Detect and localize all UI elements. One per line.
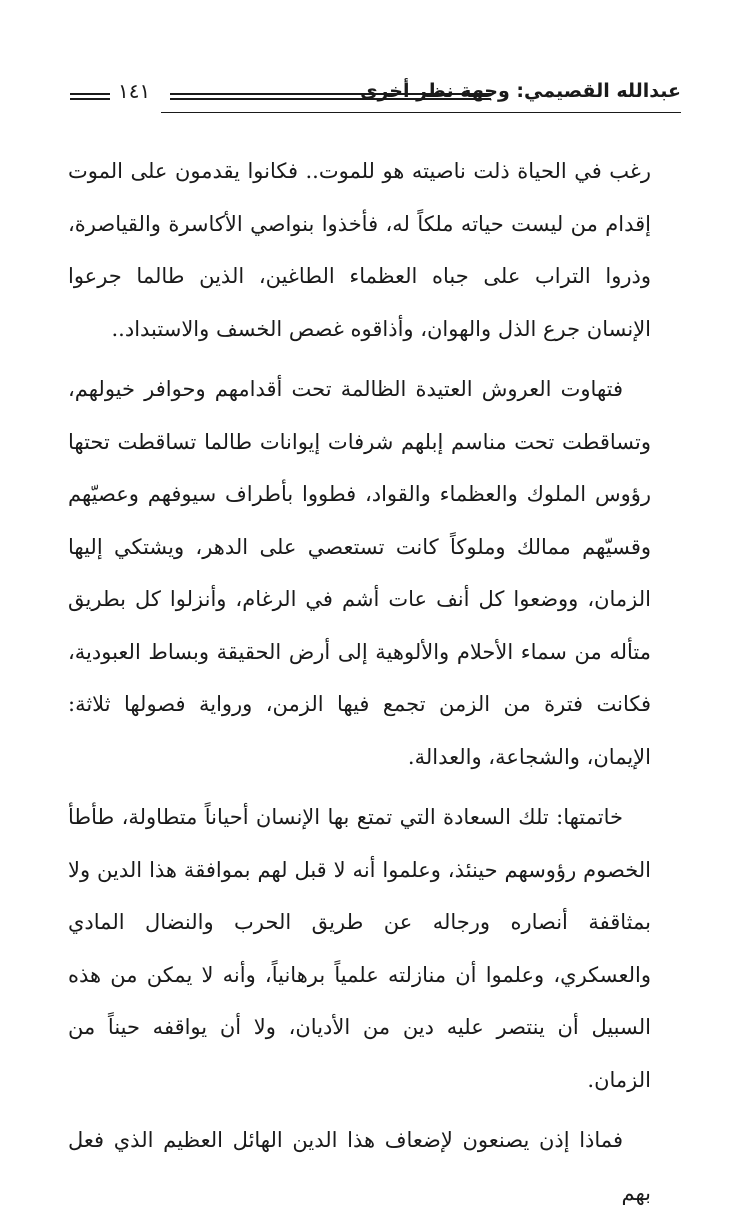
book-title: عبدالله القصيمي: وجهة نظر أخرى (360, 80, 681, 102)
paragraph-2: فتهاوت العروش العتيدة الظالمة تحت أقدامهم وحوافر خيولهم، وتساقطت تحت مناسم إبلهم شرفات إيوانات طالما تساقطت تحتها رؤوس الملوك والعظماء والقواد، فطووا بأطراف سيوفهم وعصيّهم وقسيّهم ممالك وملوكاً كانت تستعصي على الدهر، ويشتكي إليها الزمان، ووضعوا كل أنف عات أشم في الرغام، وأنزلوا كل بطريق متأله من سماء الأحلام والألوهية إلى أرض الحقيقة وبساط العبودية، فكانت فترة من الزمن تجمع فيها الزمن، ورواية فصولها ثلاثة: الإيمان، والشجاعة، والعدالة. (68, 377, 651, 769)
paragraph-3: خاتمتها: تلك السعادة التي تمتع بها الإنسان أحياناً متطاولة، طأطأ الخصوم رؤوسهم حينئذ، وعلموا أنه لا قبل لهم بموافقة هذا الدين ولا بمثاقفة أنصاره ورجاله عن طريق الحرب والنضال المادي والعسكري، وعلموا أن منازلته علمياً برهانياً، وأنه لا يمكن من هذه السبيل أن ينتصر عليه دين من الأديان، ولا أن يواقفه حيناً من الزمان. (68, 805, 651, 1092)
page-number: ١٤١ (118, 79, 151, 103)
paragraph-4: فماذا إذن يصنعون لإضعاف هذا الدين الهائل العظيم الذي فعل بهم (68, 1128, 651, 1205)
header-rule-short (70, 93, 110, 100)
paragraph-1: رغب في الحياة ذلت ناصيته هو للموت.. فكانوا يقدمون على الموت إقدام من ليست حياته ملكاً له، فأخذوا بنواصي الأكاسرة والقياصرة، وذروا التراب على جباه العظماء الطاغين، الذين طالما جرعوا الإنسان جرع الذل والهوان، وأذاقوه غصص الخسف والاستبداد.. (68, 159, 651, 341)
body-text (68, 145, 651, 1219)
header-rule (170, 93, 491, 100)
running-header (70, 78, 681, 118)
header-underline (161, 112, 681, 113)
